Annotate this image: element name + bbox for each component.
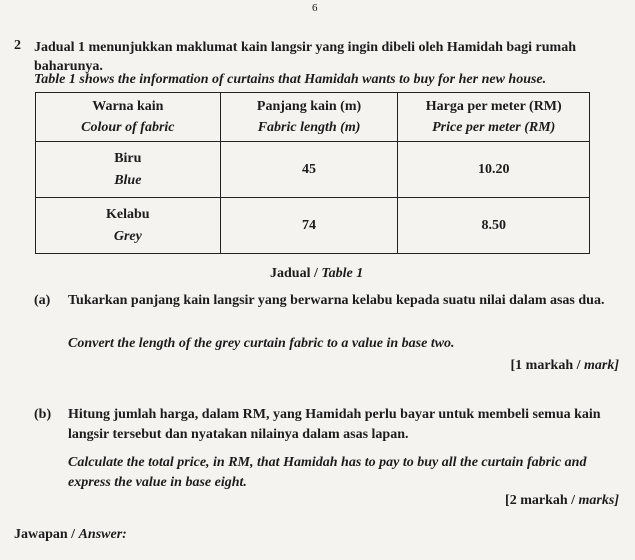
cell-colour xyxy=(36,142,221,198)
part-b-malay: Hitung jumlah harga, dalam RM, yang Hamidah perlu bayar untuk membeli semua kain langsir tersebut dan nyatakan nilainya dalam asas lapan. xyxy=(68,407,601,442)
caption-ms: Jadual / xyxy=(270,266,318,281)
part-a-malay: Tukarkan panjang kain langsir yang berwarna kelabu kepada suatu nilai dalam asas dua. xyxy=(68,293,605,308)
part-a-marks xyxy=(511,358,620,374)
fabric-table xyxy=(35,92,590,254)
answer-ms: Jawapan / xyxy=(14,527,76,542)
cell-length: 45 xyxy=(220,142,398,198)
question-intro-malay: Jadual 1 menunjukkan maklumat kain langsir yang ingin dibeli oleh Hamidah bagi rumah baharunya. xyxy=(34,40,577,74)
page-number: 6 xyxy=(312,2,318,14)
table-row xyxy=(36,142,590,198)
header-colour xyxy=(36,93,221,142)
table-row xyxy=(36,198,590,254)
part-b-label: (b) xyxy=(34,407,52,422)
cell-price: 8.50 xyxy=(398,198,590,254)
part-a-english: Convert the length of the grey curtain fabric to a value in base two. xyxy=(68,336,455,351)
header-length-ms: Panjang kain (m) xyxy=(256,99,362,114)
part-a-marks-en: mark] xyxy=(584,358,619,373)
question-number: 2 xyxy=(14,38,21,53)
header-price-ms: Harga per meter (RM) xyxy=(425,99,562,114)
part-a-label: (a) xyxy=(34,293,51,308)
answer-en: Answer: xyxy=(78,527,127,542)
header-colour-en: Colour of fabric xyxy=(81,120,175,135)
cell-length: 74 xyxy=(220,198,398,254)
part-b-marks xyxy=(505,493,619,509)
header-price xyxy=(398,93,590,142)
header-colour-ms: Warna kain xyxy=(92,99,164,114)
part-b-marks-en: marks] xyxy=(578,493,619,508)
header-length xyxy=(220,93,398,142)
answer-label xyxy=(14,527,127,543)
colour-ms: Kelabu xyxy=(106,206,150,222)
header-price-en: Price per meter (RM) xyxy=(432,120,556,135)
part-a-marks-ms: [1 markah / xyxy=(510,358,581,373)
question-intro-english: Table 1 shows the information of curtains that Hamidah wants to buy for her new house. xyxy=(34,72,547,87)
colour-en: Blue xyxy=(114,172,142,188)
table-caption xyxy=(270,266,363,282)
part-b-english: Calculate the total price, in RM, that Hamidah has to pay to buy all the curtain fabric and express the value in base eight. xyxy=(68,455,587,490)
part-b-marks-ms: [2 markah / xyxy=(505,493,576,508)
colour-en: Grey xyxy=(113,228,142,244)
header-length-en: Fabric length (m) xyxy=(257,120,361,135)
table-header-row xyxy=(36,93,590,142)
caption-en: Table 1 xyxy=(321,266,364,281)
cell-colour xyxy=(36,198,221,254)
colour-ms: Biru xyxy=(114,150,142,166)
cell-price: 10.20 xyxy=(398,142,590,198)
